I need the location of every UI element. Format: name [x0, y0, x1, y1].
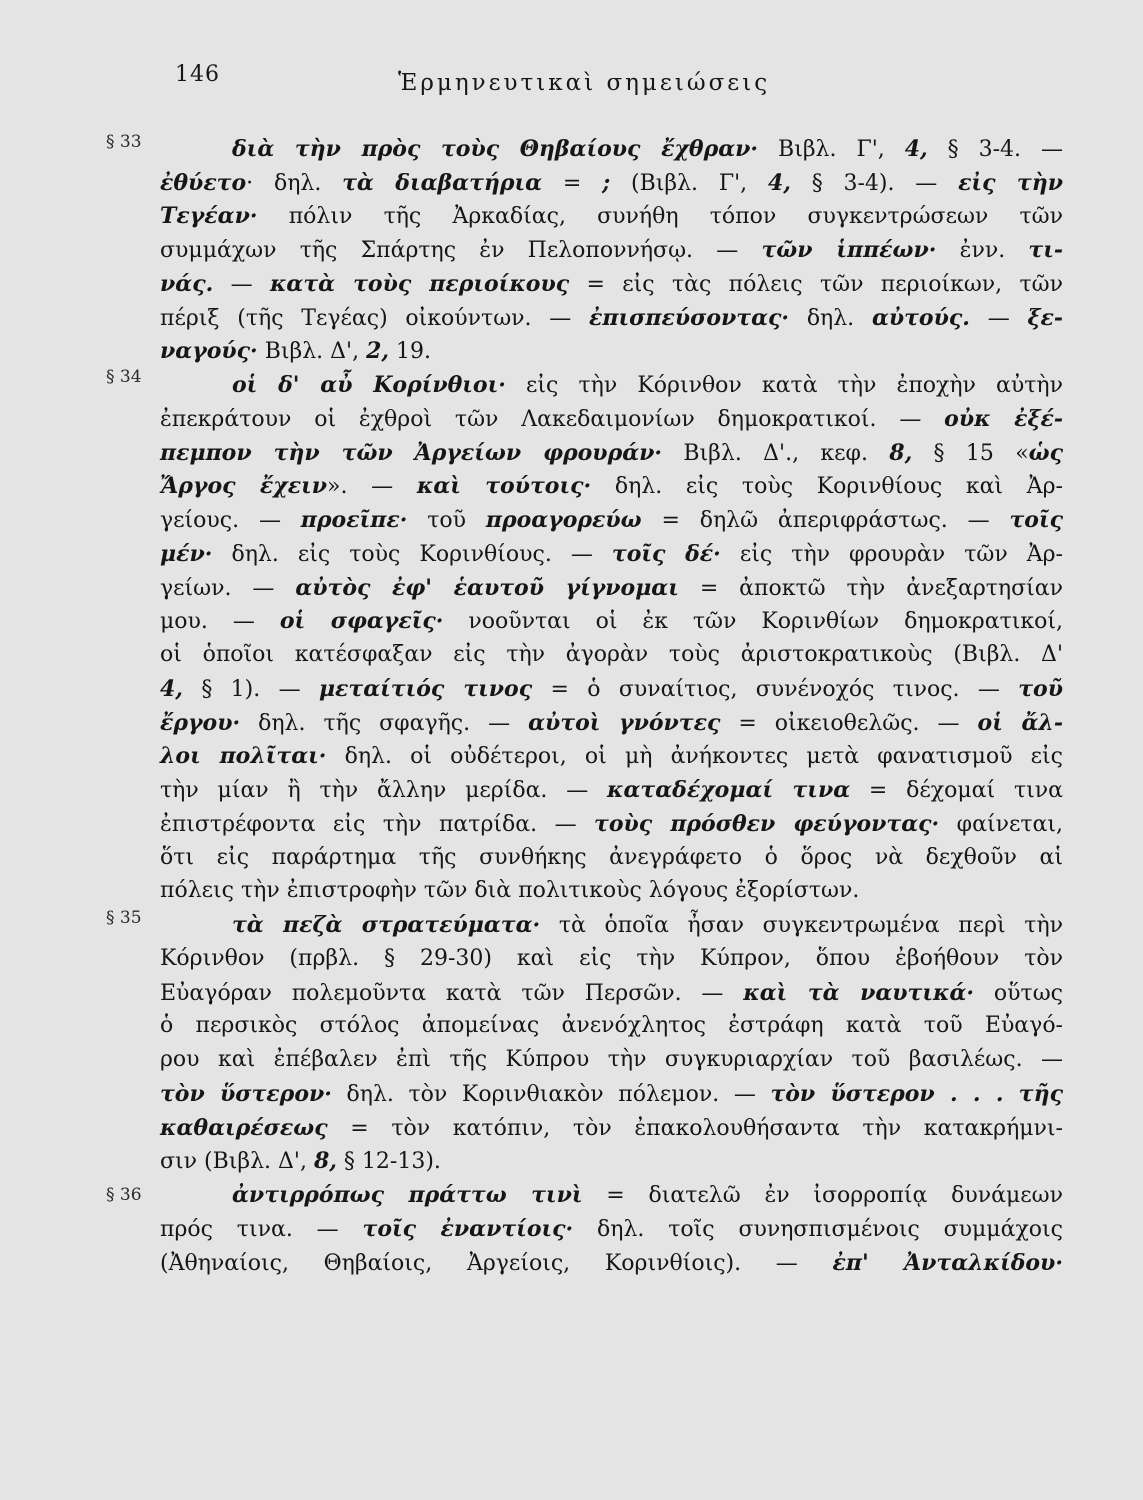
- text-line: πεμπον τὴν τῶν Ἀργείων φρουράν· Βιβλ. Δ'., κεφ. 8, § 15 «ὡς: [160, 440, 1063, 466]
- running-title: Ἑρμηνευτικαὶ σημειώσεις: [398, 70, 771, 96]
- text-line: (Ἀθηναίοις, Θηβαίοις, Ἀργείοις, Κορινθίοις). — ἐπ' Ἀνταλκίδου·: [160, 1250, 1063, 1276]
- section-mark: § 35: [106, 908, 142, 928]
- text-line: πέριξ (τῆς Τεγέας) οἰκούντων. — ἐπισπεύσοντας· δηλ. αὐτούς. — ξε-: [160, 305, 1063, 331]
- text-line: πρός τινα. — τοῖς ἐναντίοις· δηλ. τοῖς συνησπισμένοις συμμάχοις: [160, 1216, 1063, 1242]
- text-line: Ἄργος ἔχειν». — καὶ τούτοις· δηλ. εἰς τοὺς Κορινθίους καὶ Ἀρ-: [160, 473, 1063, 499]
- section-mark: § 34: [106, 367, 142, 387]
- text-line: διὰ τὴν πρὸς τοὺς Θηβαίους ἔχθραν· Βιβλ. Γ', 4, § 3-4. —: [232, 136, 1063, 162]
- text-line: οἱ ὁποῖοι κατέσφαξαν εἰς τὴν ἀγορὰν τοὺς ἀριστοκρατικοὺς (Βιβλ. Δ': [160, 642, 1063, 667]
- text-line: ἐπεκράτουν οἱ ἐχθροὶ τῶν Λακεδαιμονίων δημοκρατικοί. — οὐκ ἐξέ-: [160, 406, 1063, 432]
- text-line: ναγούς· Βιβλ. Δ', 2, 19.: [160, 338, 432, 364]
- text-line: σιν (Βιβλ. Δ', 8, § 12-13).: [160, 1148, 441, 1174]
- text-line: τὸν ὕστερον· δηλ. τὸν Κορινθιακὸν πόλεμον. — τὸν ὕστερον . . . τῆς: [160, 1081, 1063, 1107]
- section-mark: § 33: [106, 132, 142, 152]
- text-line: λοι πολῖται· δηλ. οἱ οὐδέτεροι, οἱ μὴ ἀνήκοντες μετὰ φανατισμοῦ εἰς: [160, 743, 1063, 769]
- section-mark: § 36: [106, 1185, 142, 1205]
- text-line: οἱ δ' αὖ Κορίνθιοι· εἰς τὴν Κόρινθον κατὰ τὴν ἐποχὴν αὐτὴν: [232, 372, 1063, 398]
- text-line: μου. — οἱ σφαγεῖς· νοοῦνται οἱ ἐκ τῶν Κορινθίων δημοκρατικοί,: [160, 608, 1063, 634]
- text-line: γείους. — προεῖπε· τοῦ προαγορεύω = δηλῶ ἀπεριφράστως. — τοῖς: [160, 507, 1064, 533]
- text-line: ἐπιστρέφοντα εἰς τὴν πατρίδα. — τοὺς πρόσθεν φεύγοντας· φαίνεται,: [160, 811, 1063, 837]
- text-line: πόλεις τὴν ἐπιστροφὴν τῶν διὰ πολιτικοὺς λόγους ἐξορίστων.: [160, 878, 860, 903]
- text-line: ὁ περσικὸς στόλος ἀπομείνας ἀνενόχλητος ἐστράφη κατὰ τοῦ Εὐαγό-: [160, 1013, 1063, 1038]
- text-line: Κόρινθον (πρβλ. § 29-30) καὶ εἰς τὴν Κύπρον, ὅπου ἐβοήθουν τὸν: [160, 946, 1063, 971]
- text-line: γείων. — αὐτὸς ἐφ' ἑαυτοῦ γίγνομαι = ἀποκτῶ τὴν ἀνεξαρτησίαν: [160, 575, 1063, 601]
- text-line: τὰ πεζὰ στρατεύματα· τὰ ὁποῖα ἦσαν συγκεντρωμένα περὶ τὴν: [232, 912, 1063, 938]
- page-number: 146: [175, 62, 220, 87]
- text-line: συμμάχων τῆς Σπάρτης ἐν Πελοποννήσῳ. — τῶν ἱππέων· ἐνν. τι-: [160, 237, 1063, 263]
- text-line: ἀντιρρόπως πράττω τινὶ = διατελῶ ἐν ἰσορροπίᾳ δυνάμεων: [232, 1182, 1063, 1208]
- text-line: ἔργου· δηλ. τῆς σφαγῆς. — αὐτοὶ γνόντες = οἰκειοθελῶς. — οἱ ἄλ-: [160, 710, 1063, 736]
- text-line: Εὐαγόραν πολεμοῦντα κατὰ τῶν Περσῶν. — καὶ τὰ ναυτικά· οὕτως: [160, 980, 1063, 1006]
- text-line: ὅτι εἰς παράρτημα τῆς συνθήκης ἀνεγράφετο ὁ ὅρος νὰ δεχθοῦν αἱ: [160, 845, 1063, 870]
- text-line: τὴν μίαν ἢ τὴν ἄλλην μερίδα. — καταδέχομαί τινα = δέχομαί τινα: [160, 777, 1063, 803]
- text-line: ρου καὶ ἐπέβαλεν ἐπὶ τῆς Κύπρου τὴν συγκυριαρχίαν τοῦ βασιλέως. —: [160, 1047, 1063, 1072]
- text-line: μέν· δηλ. εἰς τοὺς Κορινθίους. — τοῖς δέ· εἰς τὴν φρουρὰν τῶν Ἀρ-: [160, 541, 1063, 567]
- text-line: καθαιρέσεως = τὸν κατόπιν, τὸν ἐπακολουθήσαντα τὴν κατακρήμνι-: [160, 1115, 1063, 1141]
- text-line: Τεγέαν· πόλιν τῆς Ἀρκαδίας, συνήθη τόπον συγκεντρώσεων τῶν: [160, 203, 1063, 229]
- text-line: νάς. — κατὰ τοὺς περιοίκους = εἰς τὰς πόλεις τῶν περιοίκων, τῶν: [160, 271, 1063, 297]
- text-line: 4, § 1). — μεταίτιός τινος = ὁ συναίτιος, συνένοχός τινος. — τοῦ: [160, 676, 1063, 702]
- text-line: ἐθύετο· δηλ. τὰ διαβατήρια = ; (Βιβλ. Γ', 4, § 3-4). — εἰς τὴν: [160, 170, 1063, 196]
